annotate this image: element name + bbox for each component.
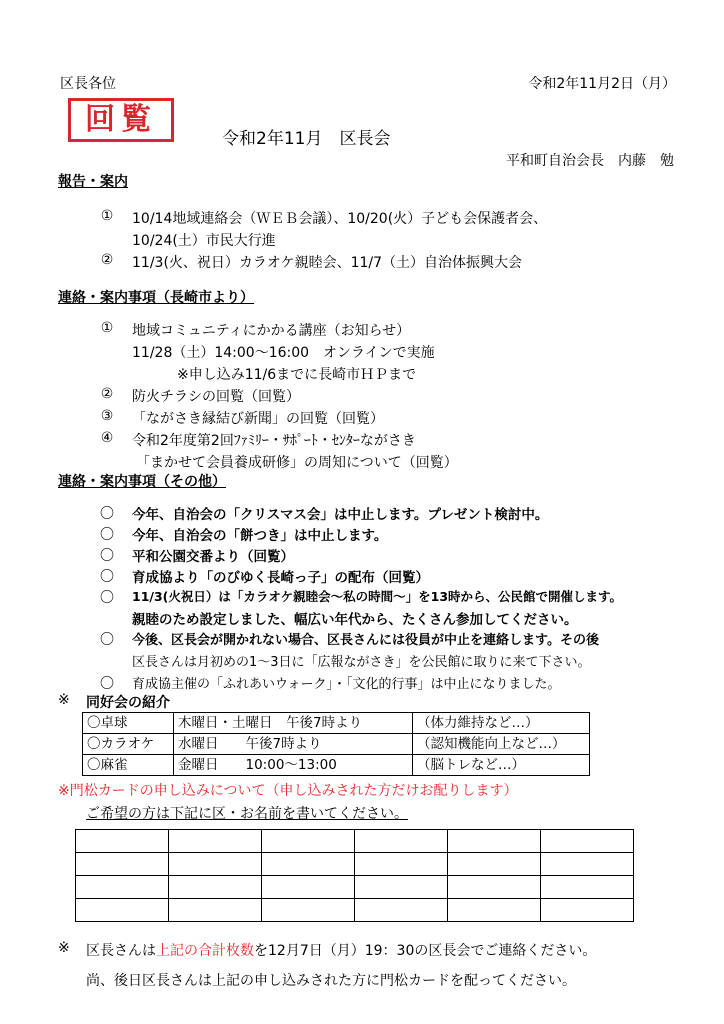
grid-cell[interactable] [448,830,541,853]
list-item: 令和2年度第2回ﾌｧﾐﾘｰ・ｻﾎﾟｰﾄ・ｾﾝﾀｰながさき [132,433,416,449]
page-title: 令和2年11月 区長会 [222,129,391,149]
footer-line-1 [86,940,596,960]
club-name: 〇カラオケ [83,734,174,755]
grid-cell[interactable] [169,830,262,853]
grid-cell[interactable] [448,876,541,899]
bullet: 〇 [100,676,114,692]
list-item: 今年、自治会の「クリスマス会」は中止します。プレゼント検討中。 [132,507,549,523]
bullet: 〇 [100,569,114,585]
list-item: 平和公園交番より（回覧） [132,549,294,565]
footer-total-count: 上記の合計枚数 [156,943,254,959]
grid-cell[interactable] [355,899,448,922]
kadomatsu-heading: ※門松カードの申し込みについて（申し込みされた方だけお配りします） [58,783,518,799]
section-heading-reports: 報告・案内 [58,174,128,190]
grid-cell[interactable] [169,899,262,922]
grid-cell[interactable] [448,899,541,922]
list-item: 今年、自治会の「餅つき」は中止します。 [132,528,388,544]
club-note: （体力維持など…） [413,713,590,734]
list-item: 11/3(火、祝日）カラオケ親睦会、11/7（土）自治体振興大会 [132,255,523,271]
bullet: 〇 [100,632,114,648]
section-heading-other: 連絡・案内事項（その他） [58,474,226,490]
table-row [83,713,590,734]
recipient: 区長各位 [60,76,116,92]
table-row [83,755,590,776]
club-time: 金曜日 10:00～13:00 [174,755,413,776]
table-row [76,853,634,876]
grid-cell[interactable] [76,899,169,922]
list-item: 11/3(火祝日）は「カラオケ親睦会～私の時間～」を13時から、公民館で開催します。 [132,589,623,604]
grid-cell[interactable] [262,899,355,922]
grid-cell[interactable] [169,853,262,876]
list-item-cont: 親睦のため設定しました、幅広い年代から、たくさん参加してください。 [132,612,578,628]
list-item-cont: 11/28（土）14:00～16:00 オンラインで実施 [132,345,435,361]
grid-cell[interactable] [262,876,355,899]
grid-cell[interactable] [541,899,634,922]
item-number: ② [100,252,114,268]
grid-cell[interactable] [541,876,634,899]
list-item-cont: 区長さんは月初めの1～3日に「広報ながさき」を公民館に取りに来て下さい。 [132,655,591,670]
grid-cell[interactable] [262,830,355,853]
grid-cell[interactable] [541,830,634,853]
footer-line-2: 尚、後日区長さんは上記の申し込みされた方に門松カードを配ってください。 [86,973,576,989]
grid-cell[interactable] [76,830,169,853]
application-grid [75,829,634,922]
section-heading-city: 連絡・案内事項（長崎市より） [58,290,254,306]
list-item: 育成協主催の「ふれあいウォーク」・「文化的行事」は中止になりました。 [132,677,561,692]
grid-cell[interactable] [355,830,448,853]
note-mark: ※ [58,692,70,708]
grid-cell[interactable] [76,853,169,876]
grid-cell[interactable] [448,853,541,876]
grid-cell[interactable] [355,876,448,899]
grid-cell[interactable] [355,853,448,876]
club-time: 水曜日 午後7時より [174,734,413,755]
table-row [83,734,590,755]
list-item: 今後、区長会が開かれない場合、区長さんには役員が中止を連絡します。その後 [132,633,599,648]
table-row [76,830,634,853]
item-number: ② [100,386,114,402]
footer-line-1-post: を12月7日（月）19：30の区長会でご連絡ください。 [254,943,597,959]
club-name: 〇卓球 [83,713,174,734]
item-number: ① [100,208,114,224]
footer-line-1-pre: 区長さんは [86,943,156,959]
list-item: 防火チラシの回覧（回覧） [132,389,300,405]
item-number: ③ [100,408,114,424]
clubs-table [82,712,590,776]
table-row [76,899,634,922]
grid-cell[interactable] [169,876,262,899]
sender: 平和町自治会長 内藤 勉 [506,153,674,169]
item-number: ④ [100,430,114,446]
list-item: 育成協より「のびゆく長崎っ子」の配布（回覧） [132,570,429,586]
club-note: （脳トレなど…） [413,755,590,776]
clubs-heading: 同好会の紹介 [86,695,170,711]
list-item: 地域コミュニティにかかる講座（お知らせ） [132,323,411,339]
list-item-cont: 10/24(土）市民大行進 [132,233,276,249]
bullet: 〇 [100,506,114,522]
club-name: 〇麻雀 [83,755,174,776]
kadomatsu-instruction: ご希望の方は下記に区・お名前を書いてください。 [86,806,408,822]
grid-cell[interactable] [262,853,355,876]
club-note: （認知機能向上など…） [413,734,590,755]
list-item: 10/14地域連絡会（ＷＥＢ会議）、10/20(火）子ども会保護者会、 [132,211,548,227]
table-row [76,876,634,899]
club-time: 木曜日・土曜日 午後7時より [174,713,413,734]
grid-cell[interactable] [76,876,169,899]
bullet: 〇 [100,527,114,543]
item-number: ① [100,320,114,336]
footer-mark: ※ [58,940,70,956]
bullet: 〇 [100,590,114,606]
grid-cell[interactable] [541,853,634,876]
list-item: 「ながさき縁結び新聞」の回覧（回覧） [132,411,384,427]
list-item-cont: 「まかせて会員養成研修」の周知について（回覧） [136,455,458,471]
list-item-note: ※申し込み11/6までに長崎市ＨＰまで [177,367,417,383]
bullet: 〇 [100,548,114,564]
circulation-stamp: 回覧 [68,98,174,142]
date: 令和2年11月2日（月） [528,76,676,92]
